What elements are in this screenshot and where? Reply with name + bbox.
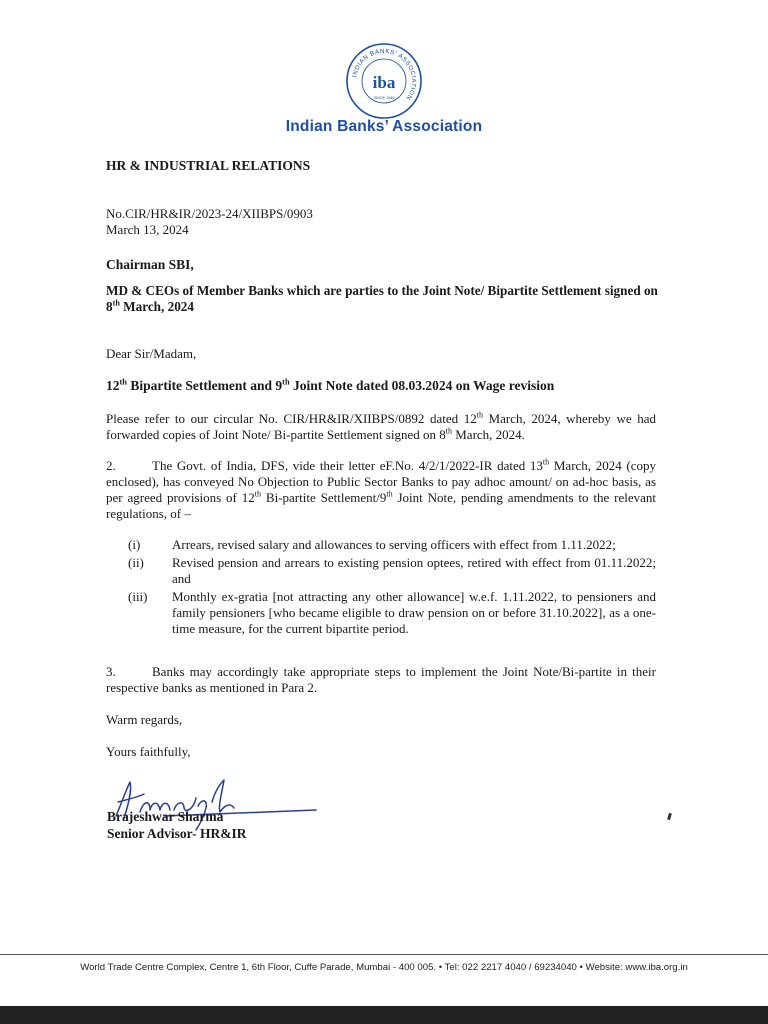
paragraph-3: 3. Banks may accordingly take appropriate steps to implement the Joint Note/Bi-partite in their respective banks as mentioned in Para 2. [106,664,656,695]
list-item: (ii) Revised pension and arrears to existing pension optees, retired with effect from 01.11.2022; and [128,555,656,586]
logo-ring-text: INDIAN BANKS' ASSOCIATION [351,47,418,102]
iba-logo [345,42,423,120]
stray-mark [667,813,672,821]
department-heading: HR & INDUSTRIAL RELATIONS [106,158,311,173]
addressee-line-1: Chairman SBI, [106,257,194,272]
paragraph-number: 3. [106,664,116,679]
subject-line: 12th Bipartite Settlement and 9th Joint Note dated 08.03.2024 on Wage revision [106,377,555,393]
list-item: (iii) Monthly ex-gratia [not attracting any other allowance] w.e.f. 1.11.2022, to pensioners and family pensioners [who became eligible to draw pension on or before 31.10.2022], as a one-time measure, for the current bipartite period. [128,589,656,636]
addressee-line-2: MD & CEOs of Member Banks which are parties to the Joint Note/ Bipartite Settlement signed on 8th March, 2024 [106,283,658,314]
signatory-name: Brajeshwar Sharma [107,809,224,824]
provisions-list [128,537,656,639]
paragraph-1: Please refer to our circular No. CIR/HR&IR/XIIBPS/0892 dated 12th March, 2024, whereby we had forwarded copies of Joint Note/ Bi-partite Settlement signed on 8th March, 2024. [106,410,657,442]
list-item: (i) Arrears, revised salary and allowances to serving officers with effect from 1.11.2022; [128,537,616,552]
paragraph-2: 2. The Govt. of India, DFS, vide their letter eF.No. 4/2/1/2022-IR dated 13th March, 2024 (copy enclosed), has conveyed No Objection to Public Sector Banks to pay adhoc amount/ on ad-hoc basis, as per agreed provisions of 12th Bi-partite Settlement/9th Joint Note, pending amendments to the relevant regulations, of – [106,457,657,521]
paragraph-number: 2. [106,458,116,473]
letter-date: March 13, 2024 [106,222,189,237]
logo-monogram: iba [372,73,396,92]
scan-bottom-band [0,1006,768,1024]
org-name: Indian Banks’ Association [285,118,483,135]
logo-since: SINCE 1946 [373,96,395,100]
closing-yours: Yours faithfully, [106,744,191,759]
signatory-title: Senior Advisor- HR&IR [107,826,247,841]
footer-divider [0,954,768,955]
closing-regards: Warm regards, [106,712,183,727]
reference-block [106,206,313,238]
salutation: Dear Sir/Madam, [106,346,197,361]
reference-number: No.CIR/HR&IR/2023-24/XIIBPS/0903 [106,206,313,221]
footer-address: World Trade Centre Complex, Centre 1, 6th Floor, Cuffe Parade, Mumbai - 400 005. • Tel: 022 2217 4040 / 69234040 • Website: www.iba.org.in [80,962,688,973]
